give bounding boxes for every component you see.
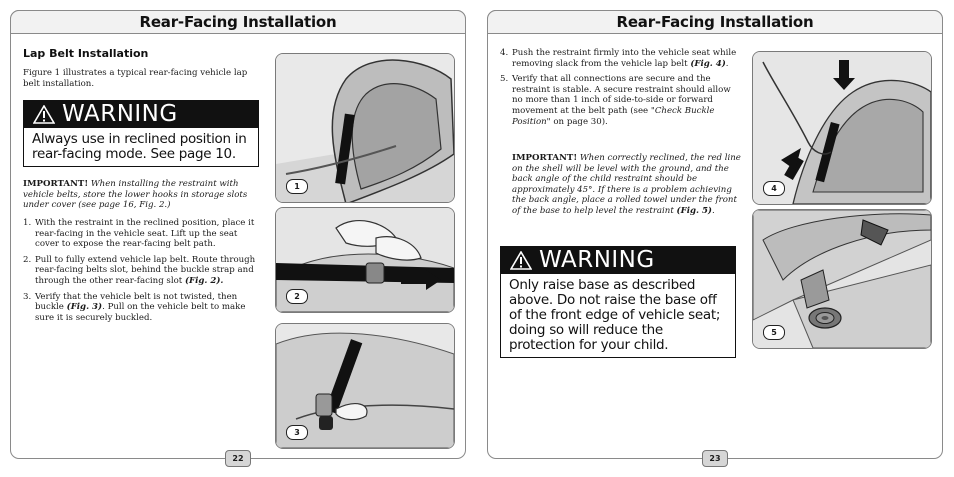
warning-box-left	[23, 100, 259, 167]
figure-3	[275, 323, 455, 449]
list-item: 3. Verify that the vehicle belt is not twisted, then buckle (Fig. 3). Pull on the vehicle belt to make sure it is securely buckled.	[23, 291, 246, 323]
right-page-title: Rear-Facing Installation	[616, 13, 814, 31]
warning-triangle-icon	[510, 251, 532, 270]
list-item: 1. With the restraint in the reclined position, place it rear-facing in the vehicle seat. Lift up the seat cover to expose the rear-facing belt path.	[23, 218, 255, 250]
section-heading: Lap Belt Installation	[23, 47, 149, 60]
warning-triangle-icon	[33, 105, 55, 124]
intro-paragraph	[23, 68, 263, 89]
figure-label: 1	[286, 179, 308, 194]
figure-label: 3	[286, 425, 308, 440]
figure-label: 2	[286, 289, 308, 304]
warning-text: Always use in reclined position in rear-facing mode. See page 10.	[23, 128, 259, 167]
intro-text: Figure 1 illustrates a typical rear-facing vehicle lap belt installation.	[23, 68, 248, 89]
important-text: When correctly reclined, the red line on the shell will be level with the ground, and the back angle of the child restraint should be approximately 45°. If there is a problem achieving the back angle, place a rolled towel under the front of the base to help level the restraint	[512, 153, 741, 216]
figure-label: 5	[763, 325, 785, 340]
warning-label: WARNING	[539, 247, 655, 273]
warning-text: Only raise base as described above. Do not raise the base off of the front edge of vehicle seat; doing so will reduce the protection for your child.	[500, 274, 736, 358]
steps-list-left	[23, 218, 263, 328]
list-item: 5. Verify that all connections are secure and the restraint is stable. A secure restraint should allow no more than 1 inch of side-to-side or forward movement at the belt path (see "Check Buckle Position" on page 30).	[500, 74, 731, 127]
important-note-right: IMPORTANT! When correctly reclined, the red line on the shell will be level with the ground, and the back angle of the child restraint should be approximately 45°. If there is a problem achieving the back angle, place a rolled towel under the front of the base to help level the restraint (Fig. 5).	[512, 153, 741, 216]
important-text: When installing the restraint with vehicle belts, store the lower hooks in storage slots under cover (see page 16, Fig. 2.)	[23, 179, 248, 211]
list-item: 4. Push the restraint firmly into the vehicle seat while removing slack from the vehicle lap belt (Fig. 4).	[500, 48, 737, 69]
left-page-title-bar	[10, 10, 466, 34]
right-page	[487, 10, 943, 463]
page-number-right: 23	[702, 450, 728, 467]
important-label: IMPORTANT!	[512, 153, 578, 163]
figure-1	[275, 53, 455, 203]
warning-header	[500, 246, 736, 274]
important-note-left	[23, 179, 263, 211]
figure-2	[275, 207, 455, 313]
left-page-title: Rear-Facing Installation	[139, 13, 337, 31]
list-item: 2. Pull to fully extend vehicle lap belt. Route through rear-facing belts slot, behind the buckle strap and through the other rear-facing slot (Fig. 2).	[23, 254, 256, 286]
figure-5	[752, 209, 932, 349]
left-page	[10, 10, 466, 463]
page-number-left: 22	[225, 450, 251, 467]
figure-4	[752, 51, 932, 205]
figure-label: 4	[763, 181, 785, 196]
important-label: IMPORTANT!	[23, 179, 89, 189]
warning-label: WARNING	[62, 101, 178, 127]
warning-box-right	[500, 246, 736, 358]
steps-list-right	[500, 48, 740, 132]
warning-header	[23, 100, 259, 128]
right-page-title-bar	[487, 10, 943, 34]
